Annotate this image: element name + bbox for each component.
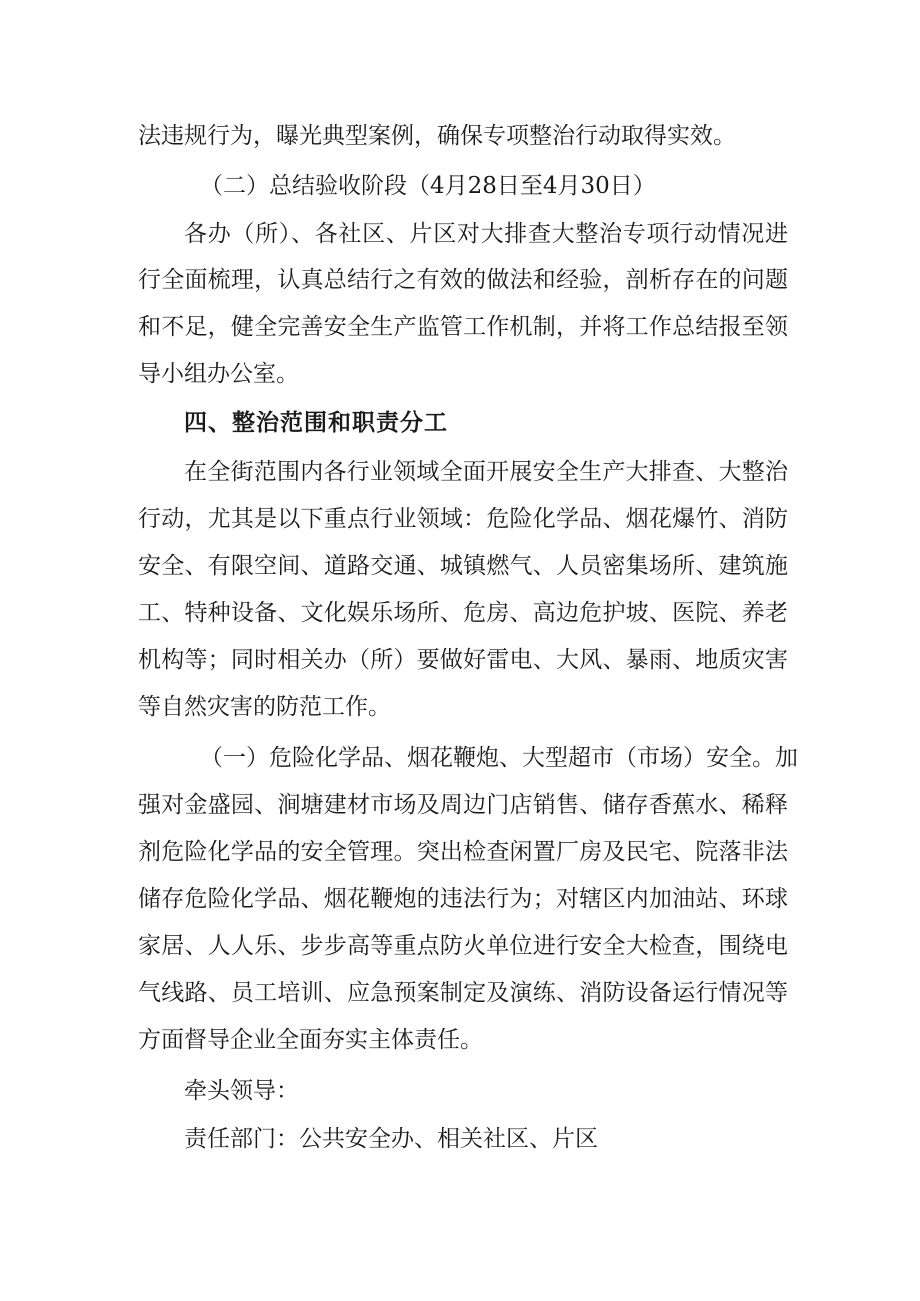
subsection-title: （二）总结验收阶段（4月28日至4月30日） xyxy=(200,173,656,199)
paragraph-line: 工、特种设备、文化娱乐场所、危房、高边危护坡、医院、养老 xyxy=(138,600,788,626)
paragraph-line: 方面督导企业全面夯实主体责任。 xyxy=(138,1027,483,1053)
subsection-title: （一）危险化学品、烟花鞭炮、大型超市（市场）安全。加 xyxy=(200,745,798,771)
paragraph-line: 强对金盛园、涧塘建材市场及周边门店销售、储存香蕉水、稀释 xyxy=(138,792,788,818)
paragraph-line: 气线路、员工培训、应急预案制定及演练、消防设备运行情况等 xyxy=(138,980,788,1006)
paragraph-line: 法违规行为，曝光典型案例，确保专项整治行动取得实效。 xyxy=(138,123,736,149)
paragraph-line: 安全、有限空间、道路交通、城镇燃气、人员密集场所、建筑施 xyxy=(138,553,788,579)
section-heading: 四、整治范围和职责分工 xyxy=(184,410,448,436)
paragraph-line: 导小组办公室。 xyxy=(138,361,299,387)
paragraph-line: 剂危险化学品的安全管理。突出检查闲置厂房及民宅、院落非法 xyxy=(138,839,788,865)
responsible-dept-line: 责任部门：公共安全办、相关社区、片区 xyxy=(184,1126,598,1152)
paragraph-line: 各办（所）、各社区、片区对大排查大整治专项行动情况进 xyxy=(184,221,788,247)
paragraph-line: 行全面梳理，认真总结行之有效的做法和经验，剖析存在的问题 xyxy=(138,267,788,293)
paragraph-line: 储存危险化学品、烟花鞭炮的违法行为；对辖区内加油站、环球 xyxy=(138,886,788,912)
paragraph-line: 和不足，健全完善安全生产监管工作机制，并将工作总结报至领 xyxy=(138,314,788,340)
paragraph-line: 机构等；同时相关办（所）要做好雷电、大风、暴雨、地质灾害 xyxy=(138,647,788,673)
paragraph-line: 在全街范围内各行业领域全面开展安全生产大排查、大整治 xyxy=(184,459,788,485)
paragraph-line: 家居、人人乐、步步高等重点防火单位进行安全大检查，围绕电 xyxy=(138,933,788,959)
paragraph-line: 等自然灾害的防范工作。 xyxy=(138,694,391,720)
lead-leader-label: 牵头领导： xyxy=(184,1078,299,1104)
paragraph-line: 行动，尤其是以下重点行业领域：危险化学品、烟花爆竹、消防 xyxy=(138,506,788,532)
